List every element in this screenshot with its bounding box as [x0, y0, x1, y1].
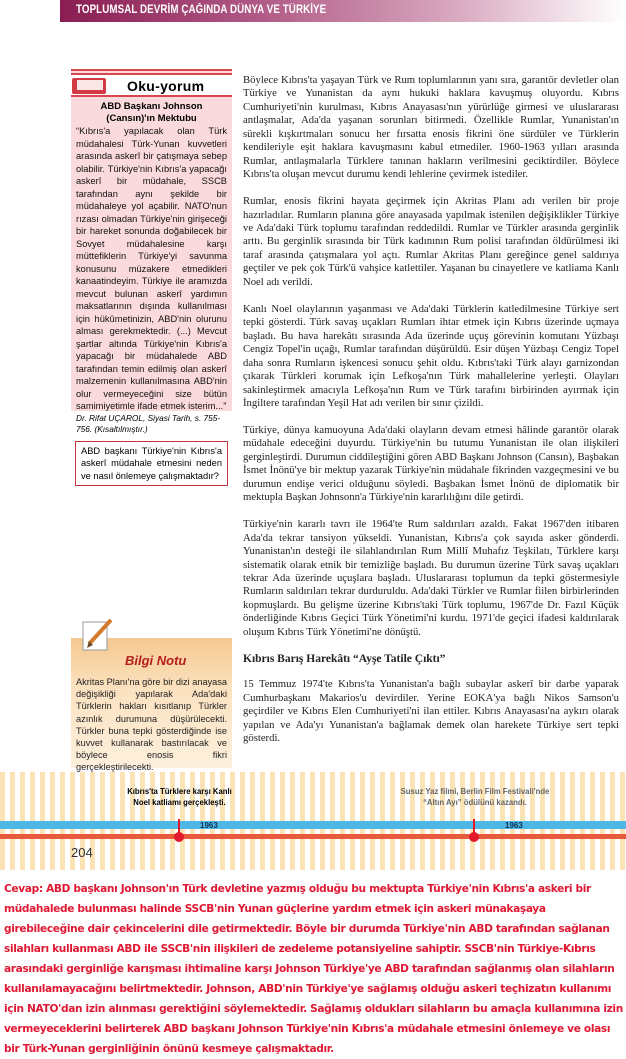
- arrow-up-icon: [473, 819, 475, 833]
- answer-text: Cevap: ABD başkanı Johnson'ın Türk devletine yazmış olduğu bu mektupta Türkiye'nin Kıbrıs'a askeri bir müdahalede bulunması halinde SSCB'nin Yunan güçlerine yardım etmek için askeri münakaşaya girebileceğine dair çekincelerini dile getirmektedir. Böyle bir durumda Türkiye'nin ABD tarafından sağlanan silahları kullanması ABD ile SSCB'nin ilişkileri de zedeleme potansiyeline sahiptir. SSCB'nin Türkiye-Kıbrıs arasındaki gerginliğe karışması ihtimaline karşı Johnson Türkiye'ye ABD tarafından sağlanmış olan silahların kullanılamayacağını belirtmektedir. Johnson, ABD'nin Türkiye'ye sağlamış olduğu askeri teçhizatın kullanımı için NATO'dan izin alınması gerektiğini söylemektedir. Sağlamış oldukları silahların bu amaçla kullanımına izin vermeyeceklerini belirterek ABD başkanı Johnson Türkiye'nin Kıbrıs'a müdahale etmesini önlemeye ve olası bir Türk-Yunan gerginliğinin önünü kesmeye çalışmaktadır.: [4, 883, 623, 1055]
- timeline-year: 1963: [505, 821, 523, 830]
- note-pencil-icon: [81, 616, 115, 652]
- chapter-header: [60, 0, 626, 22]
- timeline: [0, 772, 626, 870]
- timeline-event-turkey: Kıbrıs'ta Türklere karşı Kanlı Noel katliamı gerçekleşti.: [127, 786, 232, 807]
- world-timeline-bar: [0, 821, 626, 829]
- letter-text: “Kıbrıs'a yapılacak olan Türk müdahalesi Türk-Yunan kuvvetleri arasında askerî bir çatışmaya sebep olabilir. Türkiye'nin Kıbrıs'a yapacağı askerî bir müdahale, SSCB tarafından aynı şekilde bir müdahaleye yol açabilir. NATO'nun rızası olmadan Türkiye'nin girişeceği bir hareket sonunda doğabilecek bir Sovyet müdahalesine karşı müttefiklerin Türkiye'yi savunma konusunu müzakere etmedikleri kanaatindeyim. Türkiye ile aramızda mevcut bulunan askerî yardımın maksatlarının dışında kullanılması için hükûmetinizin, ABD'nin olurunu alması gerekmektedir. (...) Mevcut şartlar altında Türkiye'nin Kıbrıs'a yapacağı bir müdahalede ABD tarafından temin edilmiş olan askerî malzemenin kullanılmasına ABD'nin olur vermeyeceğini size bütün samimiyetimle ifade etmek isterim...”: [76, 126, 227, 411]
- page-number: 204: [71, 845, 93, 860]
- letter-source: Dr. Rifat UÇAROL, Siyasi Tarih, s. 755-756. (Kısaltılmıştır.): [76, 412, 221, 434]
- timeline-event-world: Susuz Yaz filmi, Berlin Film Festivali'nde “Altın Ayı” ödülünü kazandı.: [400, 786, 550, 807]
- oku-yorum-box: [71, 69, 232, 481]
- paragraph: 15 Temmuz 1974'te Kıbrıs'ta Yunanistan'a bağlı subaylar askerî bir darbe yaparak Cumhurbaşkanı Makarios'u devirdiler. Yerine EOKA'ya bağlı Nikos Samson'u geçirdiler ve Kıbrıs Elen Cumhuriyeti'ni ilan ettiler. Kıbrıs Anayasası'na aykırı olarak yapılan ve Ada'yı Yunanistan'a bağlamak demek olan harekete Türkiye sert tepki gösterdi.: [243, 678, 619, 744]
- paragraph: Kanlı Noel olaylarının yaşanması ve Ada'daki Türklerin katledilmesine Türkiye sert tepki gösterdi. Türk savaş uçakları Rumları ihtar etmek için Kıbrıs üzerinde uçmaya başladı. Bu hava harekâtı sırasında Ada üzerinde uçuş görevinin komutanı Yüzbaşı Cengiz Topel'in uçağı, Rumlar tarafından düşürüldü. Esir düşen Yüzbaşı Cengiz Topel daha sonra Rumların işkencesi sonucu şehit oldu. Kıbrıs'taki Türk alayı garnizondan çıkarak Türkleri korumak için Lefkoşa'nın Türk mahallelerine yerleşti. Olayları sakinleştirmek amacıyla Lefkoşa'nın Rum ve Türk tarafını birbirinden ayırmak için İngiltere tarafından Yeşil Hat adı verilen bir sınır çizildi.: [243, 302, 619, 409]
- paragraph: Türkiye'nin kararlı tavrı ile 1964'te Rum saldırıları azaldı. Fakat 1967'den itibaren Ada'da tekrar tansiyon yükseldi. Yunanistan, Kıbrıs'a çok sayıda asker gönderdi. Yunanistan'ın desteği ile silahlandırılan Rum Millî Muhafız Teşkilatı, Türklere karşı sistematik olarak etnik bir temizliğe başladı. Bu durumun üzerine Türk savaş uçakları tekrar Ada üzerinde uçuşlara başladı. Uluslararası toplumun da tepki göstermesiyle Rumların saldırıları tekrar durduruldu. Ada'daki Türkler ve Rumlar fiilen birbirlerinden kopmuşlardı. Bu gelişme üzerine Kıbrıs'taki Türk toplumu, 1967'de Dr. Fazıl Küçük önderliğinde Kıbrıs Geçici Türk Yönetimi'ni kurdu. 1971'de geçici ifadesi kaldırılarak oluşum Kıbrıs Türk Yönetimi'ne dönüştü.: [243, 518, 619, 638]
- bilgi-notu-title: Bilgi Notu: [125, 653, 187, 668]
- paragraph: Türkiye, dünya kamuoyuna Ada'daki olayların devam etmesi hâlinde garantör olarak müdahale edeceğini duyurdu. Türkiye'nin bu tutumu Yunanistan ile olan ilişkileri gerginleştirdi. Durumun ciddileştiğini gören ABD Başkanı Johnson (Cansın), Başbakan İsmet İnönü'ye bir mektup yazarak Türkiye'nin müdahale fikrinden vazgeçmesini ve bu durumun endişe verici olduğunu söyledi. Başbakan İsmet İnönü de diplomatik bir mektupla Başkan Johnsonn'a Türkiye'nin kararlılığını dile getirdi.: [243, 423, 619, 504]
- timeline-marker: [174, 832, 184, 842]
- timeline-marker: [469, 832, 479, 842]
- section-heading: Kıbrıs Barış Harekâtı “Ayşe Tatile Çıktı”: [243, 652, 446, 665]
- question-box: ABD başkanı Türkiye'nin Kıbrıs'a askerî müdahale etmesini neden ve nasıl önlemeye çalışmaktadır?: [75, 441, 228, 487]
- arrow-up-icon: [178, 819, 180, 833]
- chapter-title: TOPLUMSAL DEVRİM ÇAĞINDA DÜNYA VE TÜRKİYE: [76, 4, 327, 16]
- bilgi-notu-box: [71, 638, 232, 773]
- bilgi-notu-text: Akritas Planı'na göre bir dizi anayasa değişikliği yapılarak Ada'daki Türklerin hakları kısıtlanıp Türkler azınlık durumuna düşürülecekti. Türkler buna tepki gösterdiğinde ise kuvvet kullanarak bastırılacak ve böylece enosis fikri gerçekleştirilecekti.: [76, 677, 227, 773]
- paragraph: Böylece Kıbrıs'ta yaşayan Türk ve Rum toplumlarının yanı sıra, garantör devletler olan Türkiye ve Yunanistan da aynı hukuki haklara kavuşmuş oluyordu. Kıbrıs Cumhuriyeti'nin kurulması, Kıbrıs Anayasası'nın yürürlüğe girmesi ve uluslararası antlaşmalar, Ada'da yaşanan sorunları bitirmedi. Özellikle Rumlar, Yunanistan'ın sürekli kışkırtmaları sonucu her fırsatta enosis fikrini öne sürdüler ve Türklerin kendileriyle eşit haklara kavuşmasını kabul etmediler. 1960-1963 yılları arasında Rumlar, antlaşmalarla Türklere tanınan hakların verilmesini geciktirdiler. Böylece Kıbrıs'ta oluşan mevcut durumu kendi lehlerine çevirmek istediler.: [243, 74, 619, 181]
- oku-yorum-title: Oku-yorum: [127, 78, 205, 94]
- timeline-year: 1963: [200, 821, 218, 830]
- open-book-icon: [72, 78, 106, 94]
- main-text: [243, 74, 619, 759]
- turkey-timeline-bar: [0, 834, 626, 839]
- oku-yorum-header: [71, 75, 232, 97]
- paragraph: Rumlar, enosis fikrini hayata geçirmek için Akritas Planı adı verilen bir proje hazırladılar. Rumların planına göre anayasada yapılmak istenilen değişiklikler Türkiye ve Ada'daki Türk toplumu tarafından reddedildi. Rumlar ve Türkler arasında gerginlik arttı. Bu gerginlik sırasında bir Türk kadınının Rum polisi tarafından öldürülmesi iki taraf arasında çatışmalara yol açtı. Rumlar Akritas Planı gereğince genel saldırıya geçtiler ve pek çok Türk'ü vahşice katlettiler. Yaşanan bu cinayetlere ve katliama Kanlı Noel adı verildi.: [243, 195, 619, 288]
- letter-title: ABD Başkanı Johnson (Cansın)'ın Mektubu: [100, 101, 203, 124]
